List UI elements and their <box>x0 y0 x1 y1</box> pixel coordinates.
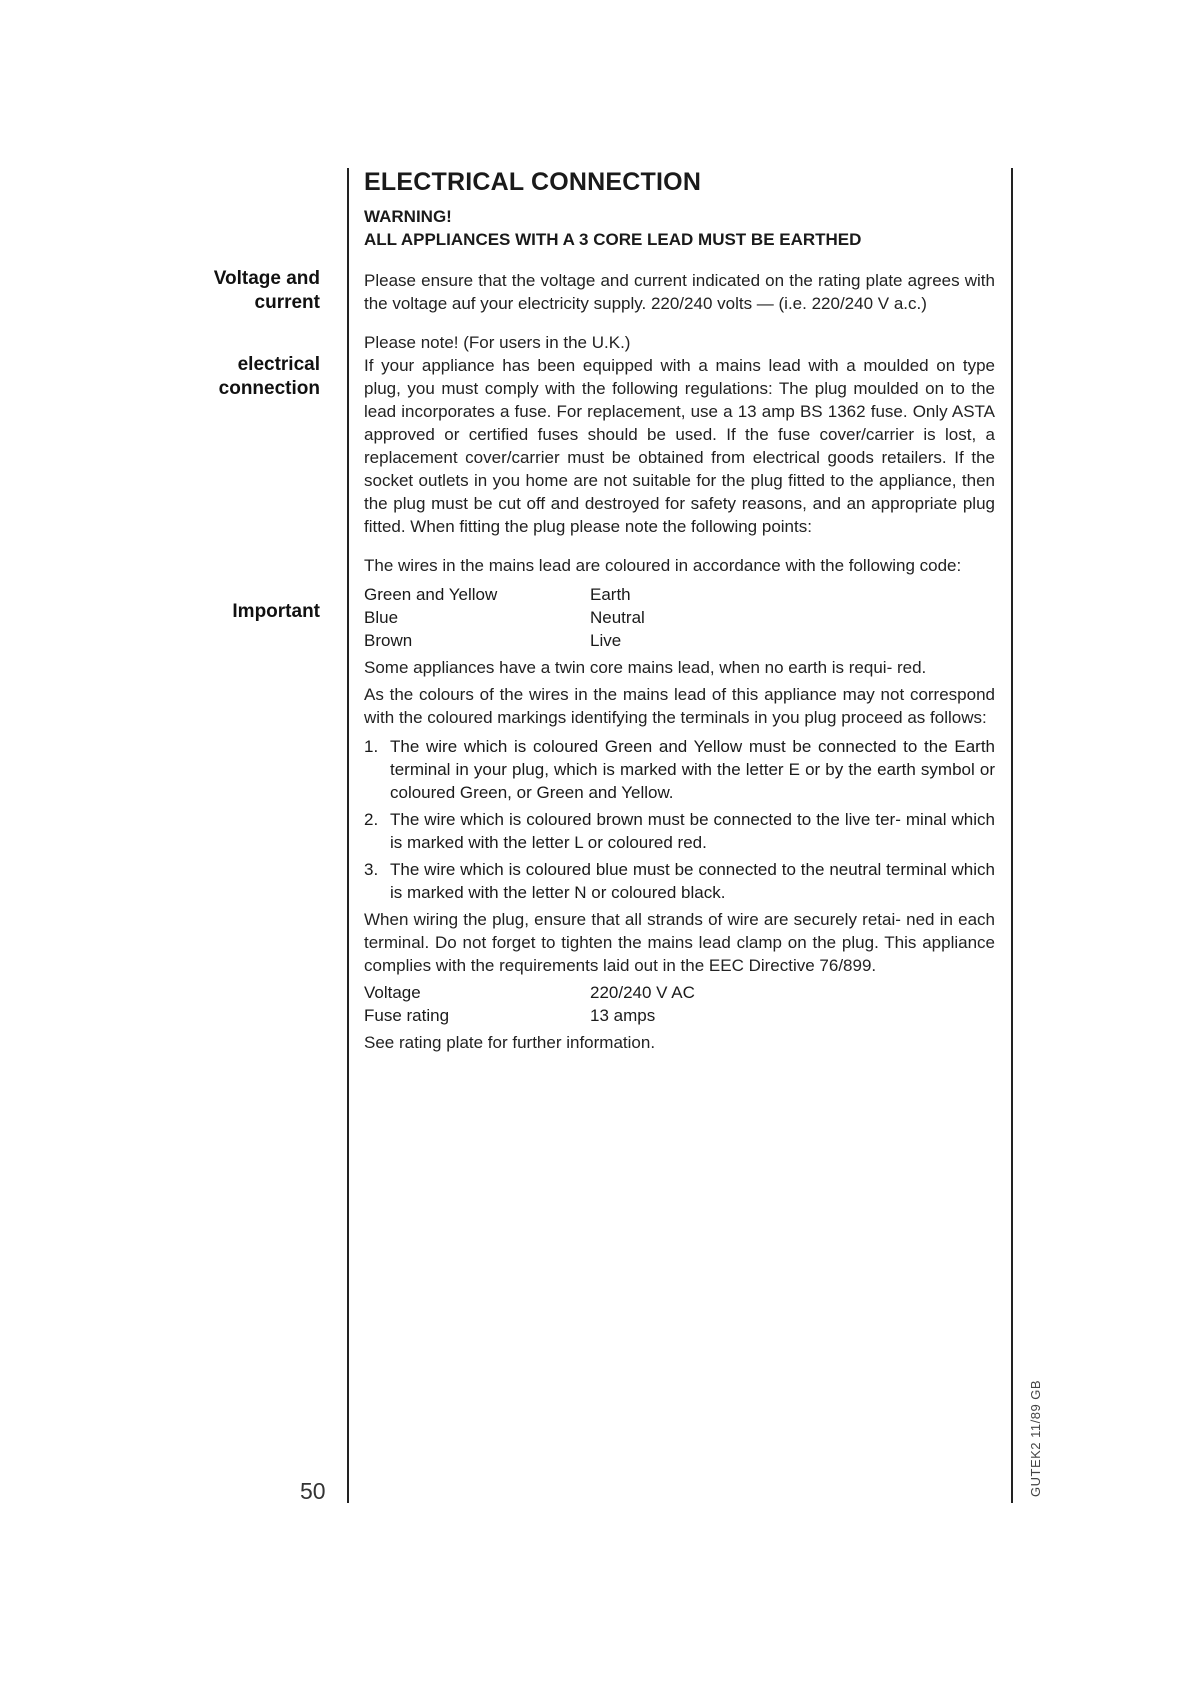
table-row <box>364 583 995 606</box>
side-label-voltage <box>214 267 320 315</box>
list-item <box>364 858 995 904</box>
twin-core-paragraph: Some appliances have a twin core mains lead, when no earth is requi- red. <box>364 658 927 677</box>
step-number: 1. <box>364 737 379 756</box>
voltage-paragraph: Please ensure that the voltage and current indicated on the rating plate agrees with the voltage auf your electricity supply. 220/240 volts — (i.e. 220/240 V a.c.) <box>364 271 995 313</box>
colour-cell: Brown <box>364 631 413 650</box>
colour-cell: Green and Yellow <box>364 585 498 604</box>
spec-table <box>364 981 995 1027</box>
connection-paragraph: If your appliance has been equipped with a mains lead with a moulded on type plug, you must comply with the following regulations: The plug moulded on to the lead incorporates a fuse. For replacement, use a 13 amp BS 1362 fuse. Only ASTA approved or certified fuses should be used. If the fuse cover/carrier is lost, a replacement cover/carrier must be obtained from electrical goods retailers. If the socket outlets in you home are not suitable for the plug fitted to the appliance, then the plug must be cut off and destroyed for safety reasons, and an appropriate plug fitted. When fitting the plug please note the following points: <box>364 356 995 536</box>
step-text: The wire which is coloured brown must be connected to the live ter- minal which is marked with the letter L or coloured red. <box>390 810 995 852</box>
side-label-voltage-line2: current <box>254 292 320 313</box>
warning-heading: WARNING! <box>364 207 452 226</box>
colour-cell: Blue <box>364 608 399 627</box>
table-row <box>364 606 995 629</box>
spec-value: 220/240 V AC <box>590 983 695 1002</box>
meaning-cell: Live <box>590 631 622 650</box>
step-text: The wire which is coloured blue must be connected to the neutral terminal which is marked with the letter N or coloured black. <box>390 860 995 902</box>
page-title: ELECTRICAL CONNECTION <box>364 168 702 196</box>
side-label-voltage-line1: Voltage and <box>213 268 320 289</box>
side-label-connection <box>219 353 320 401</box>
meaning-cell: Earth <box>590 585 631 604</box>
side-label-important: Important <box>232 601 320 622</box>
table-row <box>364 1004 995 1027</box>
main-content <box>364 168 995 1054</box>
colour-code-intro: The wires in the mains lead are coloured in accordance with the following code: <box>364 556 962 575</box>
wiring-steps <box>364 735 995 904</box>
table-row <box>364 981 995 1004</box>
warning-detail: ALL APPLIANCES WITH A 3 CORE LEAD MUST BE EARTHED <box>364 230 862 249</box>
wiring-paragraph: When wiring the plug, ensure that all strands of wire are securely retai- ned in each terminal. Do not forget to tighten the mains lead clamp on the plug. This appliance complies with the requirements laid out in the EEC Directive 76/899. <box>364 910 995 975</box>
side-label-connection-line1: electrical <box>237 354 320 375</box>
step-text: The wire which is coloured Green and Yellow must be connected to the Earth terminal in your plug, which is marked with the letter E or by the earth symbol or coloured Green, or Green and Yellow. <box>390 737 995 802</box>
step-number: 3. <box>364 860 379 879</box>
spec-label: Fuse rating <box>364 1006 450 1025</box>
right-margin-rule <box>1011 168 1013 1503</box>
rating-plate-note: See rating plate for further information. <box>364 1033 656 1052</box>
list-item <box>364 735 995 804</box>
colours-paragraph: As the colours of the wires in the mains lead of this appliance may not correspond with the coloured markings identifying the terminals in you plug proceed as follows: <box>364 685 995 727</box>
list-item <box>364 808 995 854</box>
uk-note: Please note! (For users in the U.K.) <box>364 333 631 352</box>
spec-value: 13 amps <box>590 1006 656 1025</box>
side-label-connection-line2: connection <box>218 378 320 399</box>
table-row <box>364 629 995 652</box>
page-number: 50 <box>300 1478 326 1504</box>
footer-code: GUTEK2 11/89 GB <box>1028 1379 1043 1497</box>
left-column-rule <box>347 168 349 1503</box>
step-number: 2. <box>364 810 379 829</box>
spec-label: Voltage <box>364 983 421 1002</box>
colour-code-table <box>364 583 995 652</box>
meaning-cell: Neutral <box>590 608 645 627</box>
